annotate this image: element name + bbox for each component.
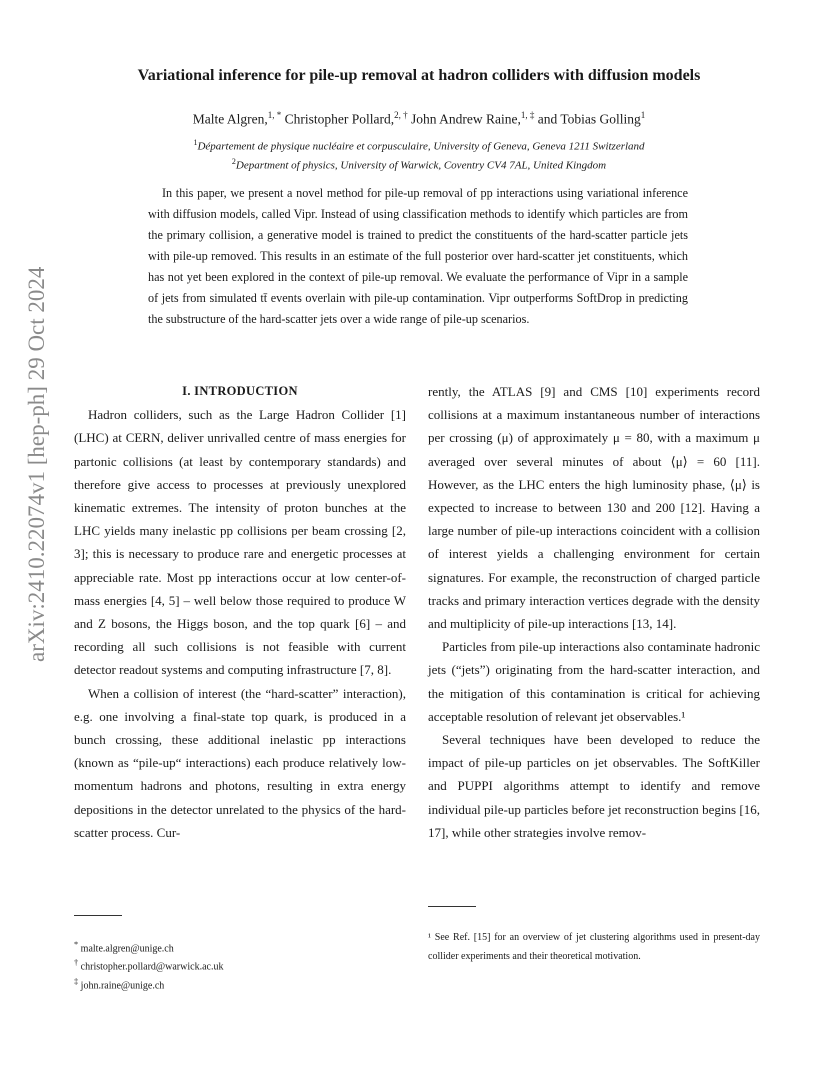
footnote-item (74, 956, 406, 974)
paper-title: Variational inference for pile-up removal at hadron colliders with diffusion models (137, 67, 701, 84)
author-affil-mark: 1 (640, 110, 646, 120)
footnote-right: ¹ See Ref. [15] for an overview of jet clustering algorithms used in present-day collider experiments and their theoretical motivation. (428, 932, 760, 962)
section-heading: I. INTRODUCTION (182, 384, 298, 398)
author-name: John Andrew Raine, (407, 111, 521, 127)
paragraph: rently, the ATLAS [9] and CMS [10] experiments record collisions at a maximum instantaneous number of interactions per crossing (μ) of approximately μ = 80, with a maximum μ averaged over several minutes of about ⟨μ⟩ = 60 [11]. However, as the LHC enters the high luminosity phase, ⟨μ⟩ is expected to increase to between 130 and 200 [12]. Having a large number of pile-up interactions coincident with a collision of interest yields a challenging environment for certain signatures. For example, the reconstruction of charged particle tracks and primary interaction vertices degrade with the density and multiplicity of pile-up interactions [13, 14]. (428, 384, 760, 632)
author-affil-mark: 1, ‡ (520, 110, 535, 120)
author-name: and Tobias Golling (534, 111, 641, 127)
affiliation-mark: 1 (193, 138, 198, 147)
affiliation-2 (60, 157, 778, 172)
footnote-rule (428, 906, 476, 907)
paragraph: When a collision of interest (the “hard-scatter” interaction), e.g. one involving a final-state top quark, is produced in a bunch crossing, these additional inelastic pp interactions (known as “pile-up“ interactions) each produce relatively low-momentum hadrons and photons, resulting in extra energy depositions in the detector unrelated to the physics of the hard-scatter process. Cur- (74, 685, 406, 840)
footnote-rule (74, 915, 122, 916)
right-column (428, 380, 760, 844)
arxiv-stamp: arXiv:2410.22074v1 [hep-ph] 29 Oct 2024 (24, 266, 49, 662)
footnote-mark: † (74, 958, 79, 968)
footnote-email: malte.algren@unige.ch (80, 943, 174, 955)
affiliation-text: Département de physique nucléaire et corpusculaire, University of Geneva, Geneva 1211 Switzerland (197, 140, 645, 153)
author-name: Malte Algren, (192, 111, 268, 127)
paragraph: Hadron colliders, such as the Large Hadron Collider [1] (LHC) at CERN, deliver unrivalled centre of mass energies for partonic collisions (at least by contemporary standards) and therefore give access to processes at previously unexplored kinematic extremes. The intensity of proton bunches at the LHC yields many inelastic pp collisions per beam crossing [2, 3]; this is necessary to produce rare and energetic processes at appreciable rate. Most pp interactions occur at low center-of-mass energies [4, 5] – well below those required to produce W and Z bosons, the Higgs boson, and the top quark [6] – and recording all such collisions is not feasible with current detector readout systems and computing infrastructure [7, 8]. (74, 407, 406, 678)
left-column (74, 380, 406, 844)
author-name: Christopher Pollard, (281, 111, 395, 127)
paragraph: Several techniques have been developed to reduce the impact of pile-up particles on jet observables. The SoftKiller and PUPPI algorithms attempt to identify and remove individual pile-up particles before jet reconstruction begins [16, 17], while other strategies involve remov- (428, 732, 760, 840)
author-affil-mark: 2, † (394, 110, 408, 120)
footnotes-left (74, 938, 406, 993)
affiliation-1 (60, 138, 778, 153)
footnote-email: christopher.pollard@warwick.ac.uk (80, 961, 224, 973)
footnote-mark: * (74, 940, 79, 949)
footnote-item (74, 938, 406, 956)
abstract: In this paper, we present a novel method for pile-up removal of pp interactions using variational inference with diffusion models, called Vipr. Instead of using classification methods to identify which particles are from the primary collision, a generative model is trained to predict the constituents of the hard-scatter particle jets with pile-up removed. This results in an estimate of the full posterior over hard-scatter jet constituents, which has not yet been explored in the context of pile-up removal. We evaluate the performance of Vipr in a sample of jets from simulated tt̄ events overlain with pile-up contamination. Vipr outperforms SoftDrop in predicting the substructure of the hard-scatter jets over a wide range of pile-up scenarios. (148, 186, 688, 326)
footnote-email: john.raine@unige.ch (80, 979, 165, 991)
author-list (60, 110, 778, 128)
paragraph: Particles from pile-up interactions also contaminate hadronic jets (“jets”) originating from the hard-scatter interaction, and the mitigation of this contamination is critical for achieving acceptable resolution of relevant jet observables.¹ (428, 639, 760, 724)
author-affil-mark: 1, * (267, 110, 282, 120)
footnote-item (74, 975, 406, 993)
affiliation-text: Department of physics, University of Warwick, Coventry CV4 7AL, United Kingdom (235, 159, 607, 172)
affiliation-mark: 2 (231, 157, 236, 166)
footnote-mark: ‡ (74, 976, 79, 986)
